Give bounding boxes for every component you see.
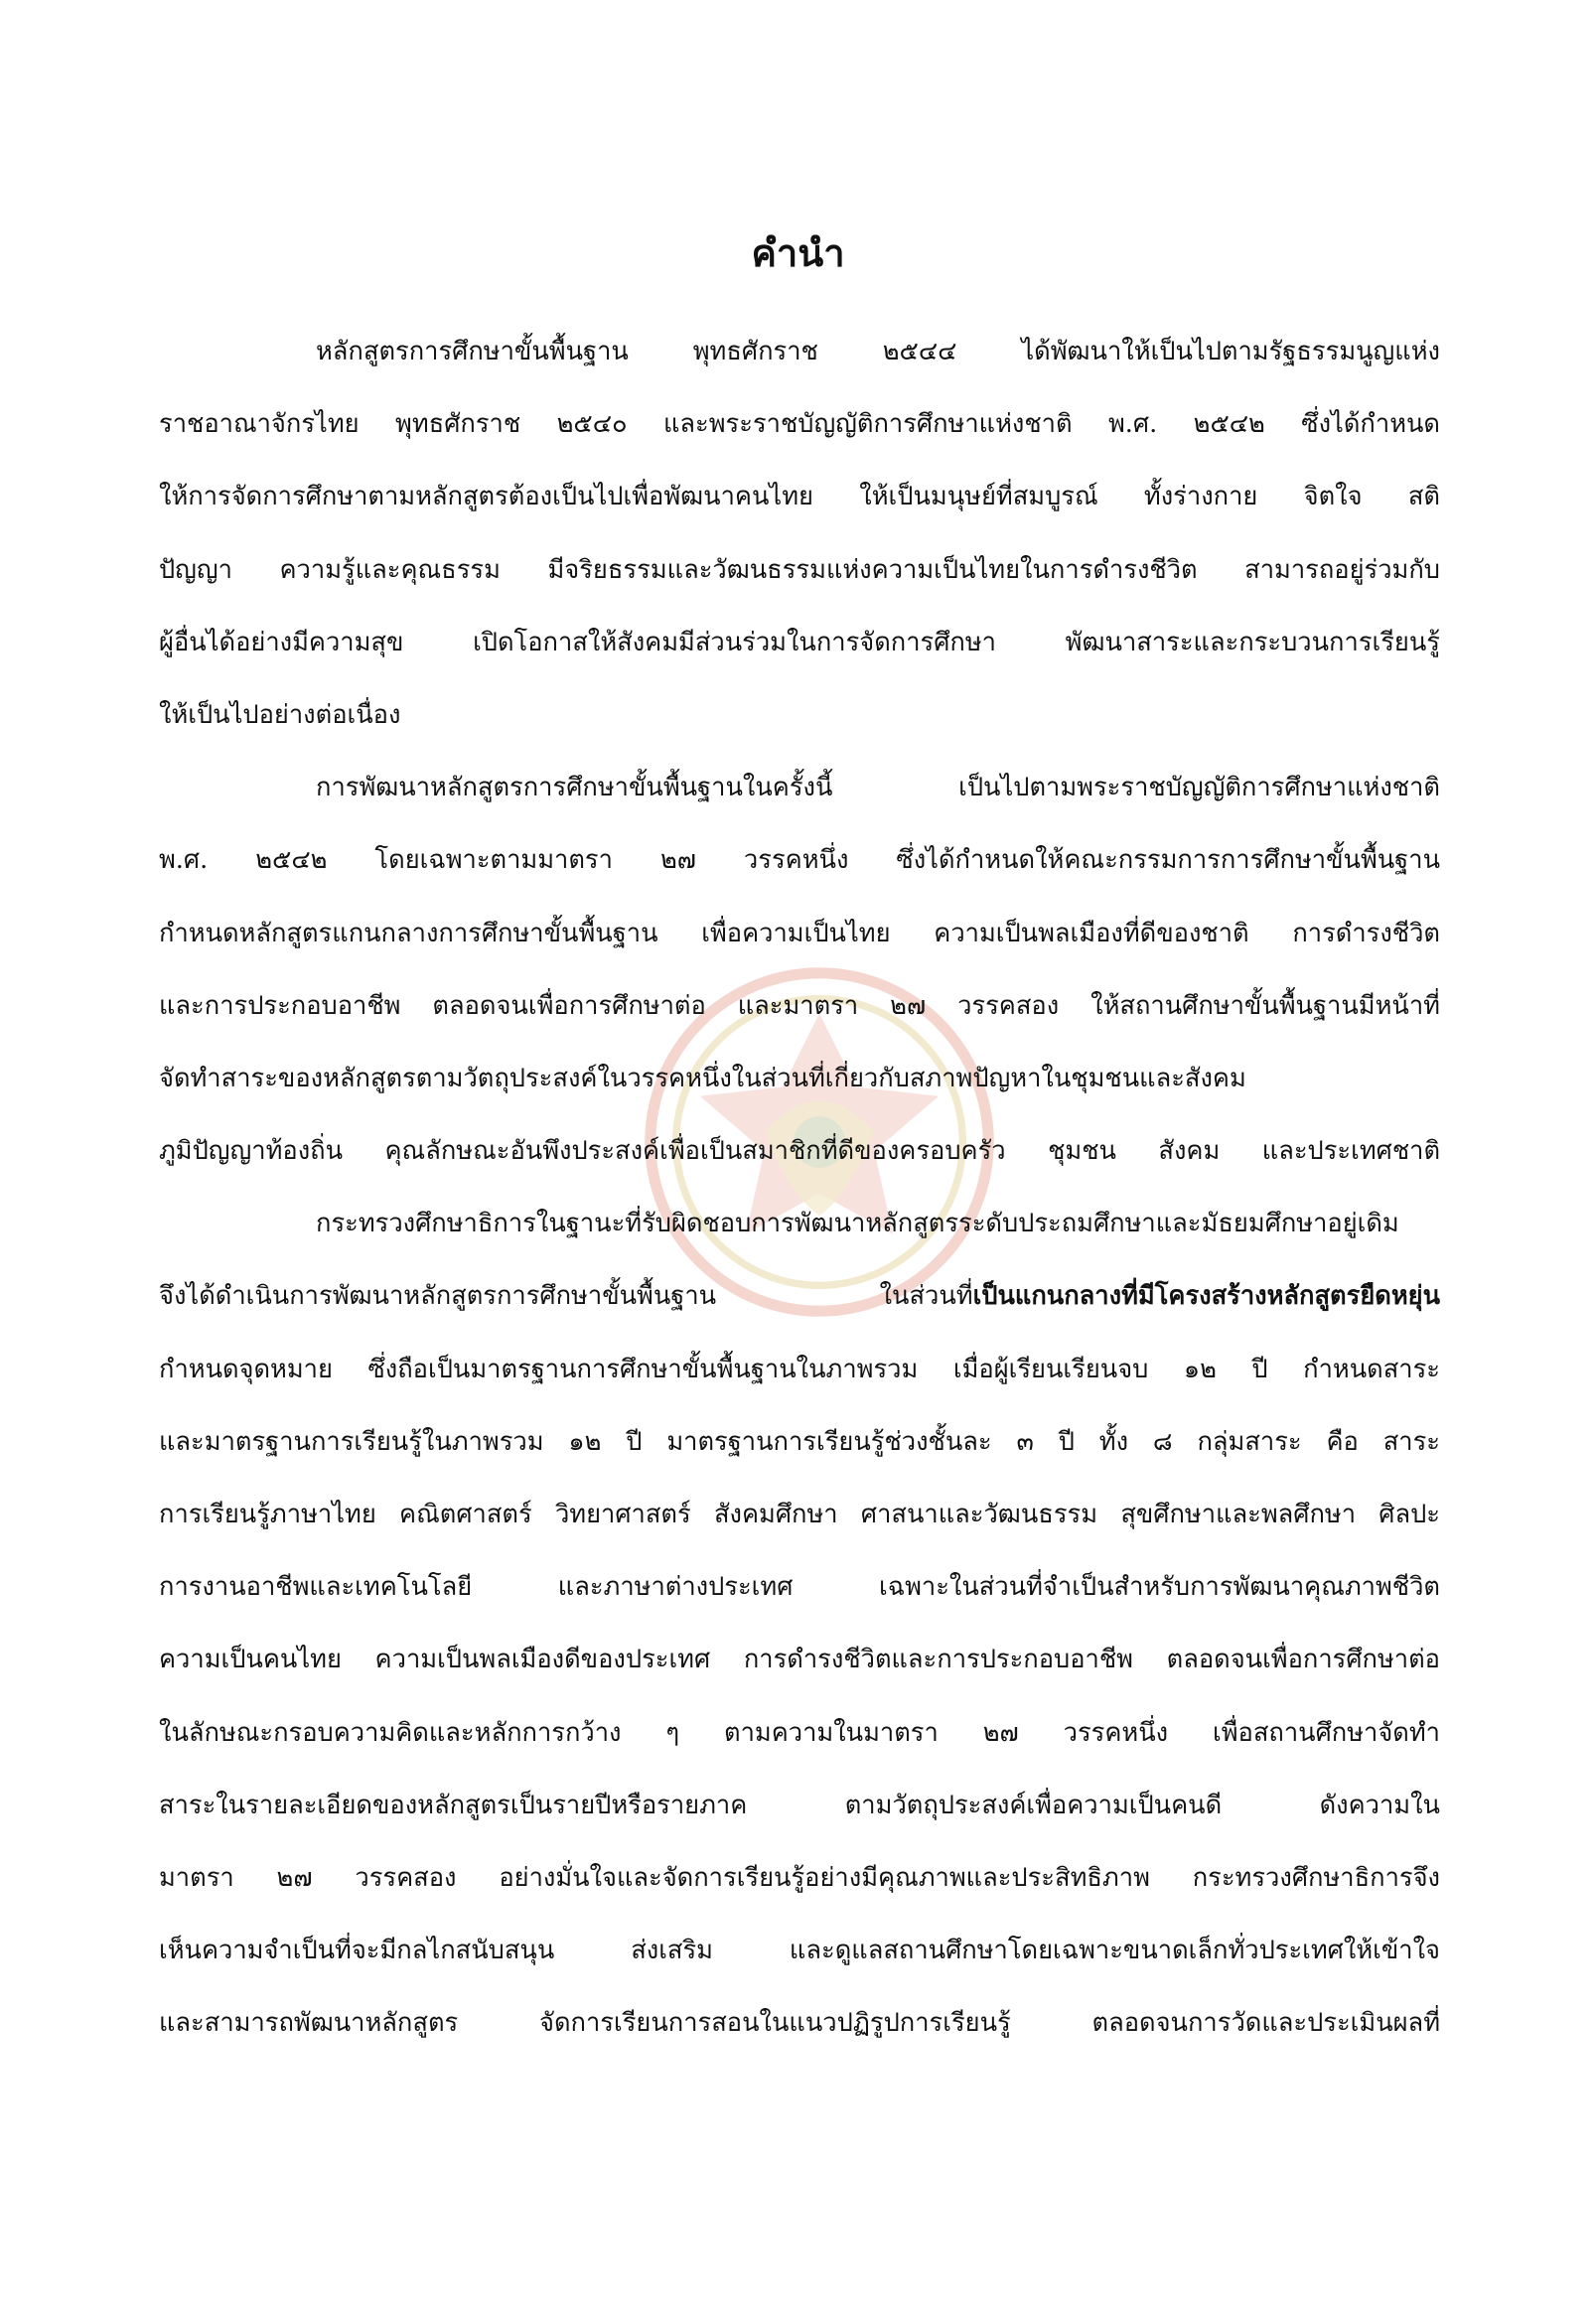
paragraph-1-line-2: ราชอาณาจักรไทย พุทธศักราช ๒๕๔๐ และพระราชบัญญัติการศึกษาแห่งชาติ พ.ศ. ๒๕๔๒ ซึ่งได้กำหนด <box>159 409 1440 440</box>
paragraph-3-line-1: กระทรวงศึกษาธิการในฐานะที่รับผิดชอบการพัฒนาหลักสูตรระดับประถมศึกษาและมัธยมศึกษาอยู่เดิม <box>316 1209 1399 1239</box>
paragraph-2-line-4: และการประกอบอาชีพ ตลอดจนเพื่อการศึกษาต่อ และมาตรา ๒๗ วรรคสอง ให้สถานศึกษาขั้นพื้นฐานมีหน้าที่ <box>159 990 1440 1021</box>
paragraph-3-line-2-bold: เป็นแกนกลางที่มีโครงสร้างหลักสูตรยืดหยุ่น <box>972 1281 1440 1312</box>
paragraph-3-line-4: และมาตรฐานการเรียนรู้ในภาพรวม ๑๒ ปี มาตรฐานการเรียนรู้ช่วงชั้นละ ๓ ปี ทั้ง ๘ กลุ่มสาระ คือ สาระ <box>159 1426 1440 1457</box>
document-body <box>159 316 1440 2061</box>
paragraph-2-line-6: ภูมิปัญญาท้องถิ่น คุณลักษณะอันพึงประสงค์เพื่อเป็นสมาชิกที่ดีของครอบครัว ชุมชน สังคม และประเทศชาติ <box>159 1136 1440 1167</box>
paragraph-2-line-2: พ.ศ. ๒๕๔๒ โดยเฉพาะตามมาตรา ๒๗ วรรคหนึ่ง ซึ่งได้กำหนดให้คณะกรรมการการศึกษาขั้นพื้นฐาน <box>159 845 1440 876</box>
paragraph-1-line-6: ให้เป็นไปอย่างต่อเนื่อง <box>159 699 401 730</box>
paragraph-1-line-4: ปัญญา ความรู้และคุณธรรม มีจริยธรรมและวัฒนธรรมแห่งความเป็นไทยในการดำรงชีวิต สามารถอยู่ร่วมกับ <box>159 554 1440 585</box>
paragraph-3-line-11: เห็นความจำเป็นที่จะมีกลไกสนับสนุน ส่งเสริม และดูแลสถานศึกษาโดยเฉพาะขนาดเล็กทั่วประเทศให้เข้าใจ <box>159 1936 1440 1966</box>
paragraph-3-line-9: สาระในรายละเอียดของหลักสูตรเป็นรายปีหรือรายภาค ตามวัตถุประสงค์เพื่อความเป็นคนดี ดังความใน <box>159 1790 1440 1820</box>
paragraph-1-line-1: หลักสูตรการศึกษาขั้นพื้นฐาน พุทธศักราช ๒๕๔๔ ได้พัฒนาให้เป็นไปตามรัฐธรรมนูญแห่ง <box>316 337 1440 366</box>
paragraph-2-line-3: กำหนดหลักสูตรแกนกลางการศึกษาขั้นพื้นฐาน เพื่อความเป็นไทย ความเป็นพลเมืองที่ดีของชาติ การดำรงชีวิต <box>159 918 1440 948</box>
paragraph-3-line-7: ความเป็นคนไทย ความเป็นพลเมืองดีของประเทศ การดำรงชีวิตและการประกอบอาชีพ ตลอดจนเพื่อการศึกษาต่อ <box>159 1645 1440 1675</box>
paragraph-3-line-8: ในลักษณะกรอบความคิดและหลักการกว้าง ๆ ตามความในมาตรา ๒๗ วรรคหนึ่ง เพื่อสถานศึกษาจัดทำ <box>159 1717 1440 1748</box>
paragraph-3-line-10: มาตรา ๒๗ วรรคสอง อย่างมั่นใจและจัดการเรียนรู้อย่างมีคุณภาพและประสิทธิภาพ กระทรวงศึกษาธิการจึง <box>159 1862 1440 1893</box>
paragraph-1-line-5: ผู้อื่นได้อย่างมีความสุข เปิดโอกาสให้สังคมมีส่วนร่วมในการจัดการศึกษา พัฒนาสาระและกระบวนการเรียนรู้ <box>159 627 1440 657</box>
paragraph-2-line-1: การพัฒนาหลักสูตรการศึกษาขั้นพื้นฐานในครั้งนี้ เป็นไปตามพระราชบัญญัติการศึกษาแห่งชาติ <box>316 773 1440 803</box>
paragraph-3-line-2-normal: จึงได้ดำเนินการพัฒนาหลักสูตรการศึกษาขั้นพื้นฐาน ในส่วนที่ <box>159 1281 973 1312</box>
paragraph-3-line-3: กำหนดจุดหมาย ซึ่งถือเป็นมาตรฐานการศึกษาขั้นพื้นฐานในภาพรวม เมื่อผู้เรียนเรียนจบ ๑๒ ปี กำหนดสาระ <box>159 1354 1440 1384</box>
paragraph-3-line-6: การงานอาชีพและเทคโนโลยี และภาษาต่างประเทศ เฉพาะในส่วนที่จำเป็นสำหรับการพัฒนาคุณภาพชีวิต <box>159 1572 1440 1603</box>
page-title: คำนำ <box>751 230 845 276</box>
paragraph-3-line-2 <box>159 1260 1440 1333</box>
paragraph-3-line-12: และสามารถพัฒนาหลักสูตร จัดการเรียนการสอนในแนวปฏิรูปการเรียนรู้ ตลอดจนการวัดและประเมินผลที่ <box>159 2008 1440 2039</box>
paragraph-3-line-5: การเรียนรู้ภาษาไทย คณิตศาสตร์ วิทยาศาสตร์ สังคมศึกษา ศาสนาและวัฒนธรรม สุขศึกษาและพลศึกษา ศิลปะ <box>159 1500 1440 1529</box>
paragraph-1-line-3: ให้การจัดการศึกษาตามหลักสูตรต้องเป็นไปเพื่อพัฒนาคนไทย ให้เป็นมนุษย์ที่สมบูรณ์ ทั้งร่างกาย จิตใจ สติ <box>159 482 1440 512</box>
paragraph-2-line-5: จัดทำสาระของหลักสูตรตามวัตถุประสงค์ในวรรคหนึ่งในส่วนที่เกี่ยวกับสภาพปัญหาในชุมชนและสังคม <box>159 1063 1246 1093</box>
